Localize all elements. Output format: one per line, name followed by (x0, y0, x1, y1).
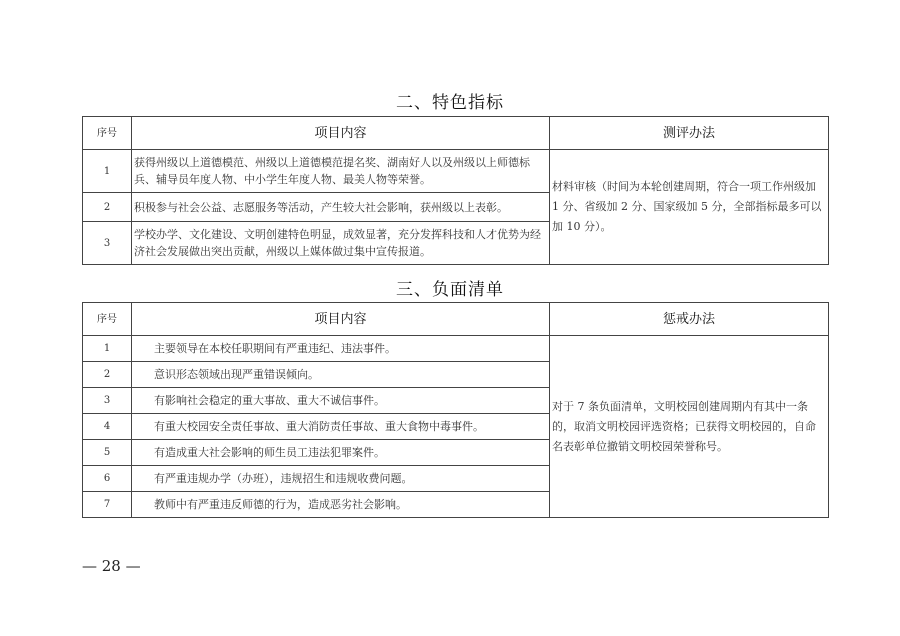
row-item: 有严重违规办学（办班），违规招生和违规收费问题。 (132, 466, 550, 492)
page-number: — 28 — (82, 557, 141, 575)
method-cell (550, 150, 829, 265)
row-item: 有重大校园安全责任事故、重大消防责任事故、重大食物中毒事件。 (132, 414, 550, 440)
row-no: 4 (83, 414, 132, 440)
row-no: 7 (83, 492, 132, 518)
features-table (82, 116, 829, 265)
row-item: 主要领导在本校任职期间有严重违纪、违法事件。 (132, 336, 550, 362)
negative-list-table (82, 302, 829, 518)
table-row (83, 150, 829, 193)
header-method: 惩戒办法 (550, 303, 829, 336)
row-item: 积极参与社会公益、志愿服务等活动，产生较大社会影响，获州级以上表彰。 (132, 193, 550, 222)
row-item: 教师中有严重违反师德的行为，造成恶劣社会影响。 (132, 492, 550, 518)
row-item: 有影响社会稳定的重大事故、重大不诚信事件。 (132, 388, 550, 414)
row-no: 1 (83, 336, 132, 362)
method-cell (550, 336, 829, 518)
section-title-features: 二、特色指标 (396, 93, 504, 113)
header-item: 项目内容 (132, 303, 550, 336)
row-no: 2 (83, 362, 132, 388)
method-text: 对于 7 条负面清单，文明校园创建周期内有其中一条的，取消文明校园评选资格；已获得文明校园的，自命名表彰单位撤销文明校园荣誉称号。 (552, 399, 816, 453)
row-no: 6 (83, 466, 132, 492)
section-title-negative-list: 三、负面清单 (396, 280, 504, 300)
header-no: 序号 (83, 303, 132, 336)
row-no: 3 (83, 388, 132, 414)
header-no: 序号 (83, 117, 132, 150)
header-item: 项目内容 (132, 117, 550, 150)
row-no: 5 (83, 440, 132, 466)
table-header-row (83, 117, 829, 150)
row-no: 3 (83, 222, 132, 265)
table-header-row (83, 303, 829, 336)
row-item: 获得州级以上道德模范、州级以上道德模范提名奖、湖南好人以及州级以上师德标兵、辅导员年度人物、中小学生年度人物、最美人物等荣誉。 (132, 150, 550, 193)
row-no: 2 (83, 193, 132, 222)
method-text: 材料审核（时间为本轮创建周期，符合一项工作州级加 1 分、省级加 2 分、国家级加 5 分，全部指标最多可以加 10 分）。 (552, 180, 822, 233)
row-item: 学校办学、文化建设、文明创建特色明显，成效显著，充分发挥科技和人才优势为经济社会发展做出突出贡献，州级以上媒体做过集中宣传报道。 (132, 222, 550, 265)
table-row (83, 336, 829, 362)
row-item: 意识形态领域出现严重错误倾向。 (132, 362, 550, 388)
row-no: 1 (83, 150, 132, 193)
header-method: 测评办法 (550, 117, 829, 150)
row-item: 有造成重大社会影响的师生员工违法犯罪案件。 (132, 440, 550, 466)
